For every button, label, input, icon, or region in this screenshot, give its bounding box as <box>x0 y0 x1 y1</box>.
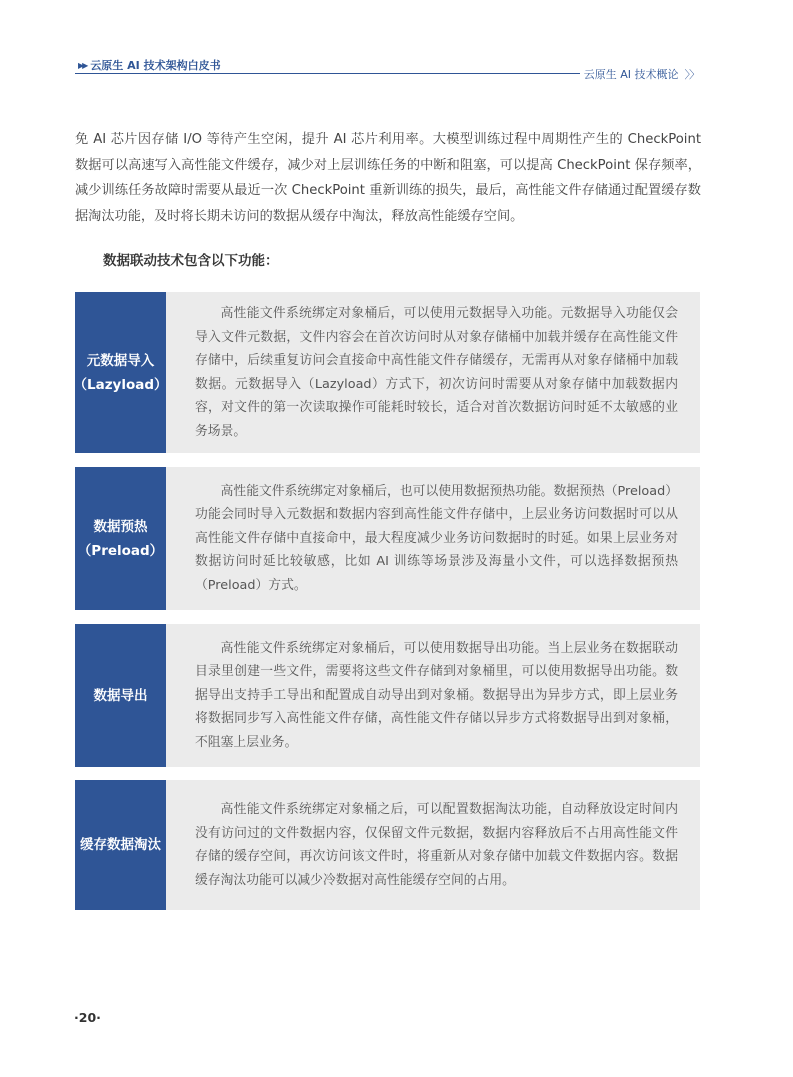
feature-label-box <box>75 780 166 910</box>
feature-label: 元数据导入 <box>86 352 155 369</box>
feature-label-box <box>75 292 166 453</box>
feature-description-box <box>166 292 700 453</box>
header-left-title: 云原生 AI 技术架构白皮书 <box>90 59 221 72</box>
feature-label: 数据预热 <box>93 518 148 535</box>
feature-description: 高性能文件系统绑定对象桶之后，可以配置数据淘汰功能，自动释放设定时间内没有访问过的文件数据内容，仅保留文件元数据，数据内容释放后不占用高性能文件存储的缓存空间，再次访问该文件时，将重新从对象存储中加载文件数据内容。数据缓存淘汰功能可以减少冷数据对高性能缓存空间的占用。 <box>195 802 678 888</box>
feature-label: 数据导出 <box>93 687 148 704</box>
feature-description: 高性能文件系统绑定对象桶后，也可以使用数据预热功能。数据预热（Preload）功能会同时导入元数据和数据内容到高性能文件存储中，上层业务访问数据时可以从高性能文件存储中直接命中，最大程度减少业务访问数据时的时延。如果上层业务对数据访问时延比较敏感，比如 AI 训练等场景涉及海量小文件，可以选择数据预热（Preload）方式。 <box>195 483 678 593</box>
feature-row-preload <box>75 467 700 610</box>
intro-paragraph <box>75 127 701 229</box>
feature-row-lazyload <box>75 292 700 453</box>
header-left <box>78 57 221 73</box>
header-divider <box>75 73 580 74</box>
feature-description-box <box>166 624 700 767</box>
feature-label-box <box>75 467 166 610</box>
feature-description-box <box>166 467 700 610</box>
feature-description-box <box>166 780 700 910</box>
double-chevron-right-icon: 〉〉 <box>684 68 699 81</box>
page-number: ·20· <box>74 1010 101 1025</box>
feature-description: 高性能文件系统绑定对象桶后，可以使用数据导出功能。当上层业务在数据联动目录里创建一些文件，需要将这些文件存储到对象桶里，可以使用数据导出功能。数据导出支持手工导出和配置成自动导出到对象桶。数据导出为异步方式，即上层业务将数据同步写入高性能文件存储，高性能文件存储以异步方式将数据导出到对象桶，不阻塞上层业务。 <box>195 640 678 750</box>
feature-description: 高性能文件系统绑定对象桶后，可以使用元数据导入功能。元数据导入功能仅会导入文件元数据，文件内容会在首次访问时从对象存储桶中加载并缓存在高性能文件存储中，后续重复访问会直接命中高性能文件存储缓存，无需再从对象存储桶中加载数据。元数据导入（Lazyload）方式下，初次访问时需要从对象存储中加载数据内容，对文件的第一次读取操作可能耗时较长，适合对首次数据访问时延不太敏感的业务场景。 <box>195 306 678 439</box>
feature-row-export <box>75 624 700 767</box>
feature-label: 缓存数据淘汰 <box>80 837 161 853</box>
header-right <box>584 66 699 82</box>
feature-sublabel: （Preload） <box>77 542 164 559</box>
feature-label-box <box>75 624 166 767</box>
double-arrow-right-icon: ▶▶ <box>78 60 87 70</box>
intro-text: 免 AI 芯片因存储 I/O 等待产生空闲，提升 AI 芯片利用率。大模型训练过程中周期性产生的 CheckPoint 数据可以高速写入高性能文件缓存，减少对上层训练任务的中断和阻塞，可以提高 CheckPoint 保存频率，减少训练任务故障时需要从最近一次 CheckPoint 重新训练的损失，最后，高性能文件存储通过配置缓存数据淘汰功能，及时将长期未访问的数据从缓存中淘汰，释放高性能缓存空间。 <box>75 132 701 224</box>
header-right-title: 云原生 AI 技术概论 <box>583 68 679 81</box>
feature-sublabel: （Lazyload） <box>73 376 168 393</box>
feature-row-cache-eviction <box>75 780 700 910</box>
section-subheading: 数据联动技术包含以下功能： <box>103 253 279 269</box>
